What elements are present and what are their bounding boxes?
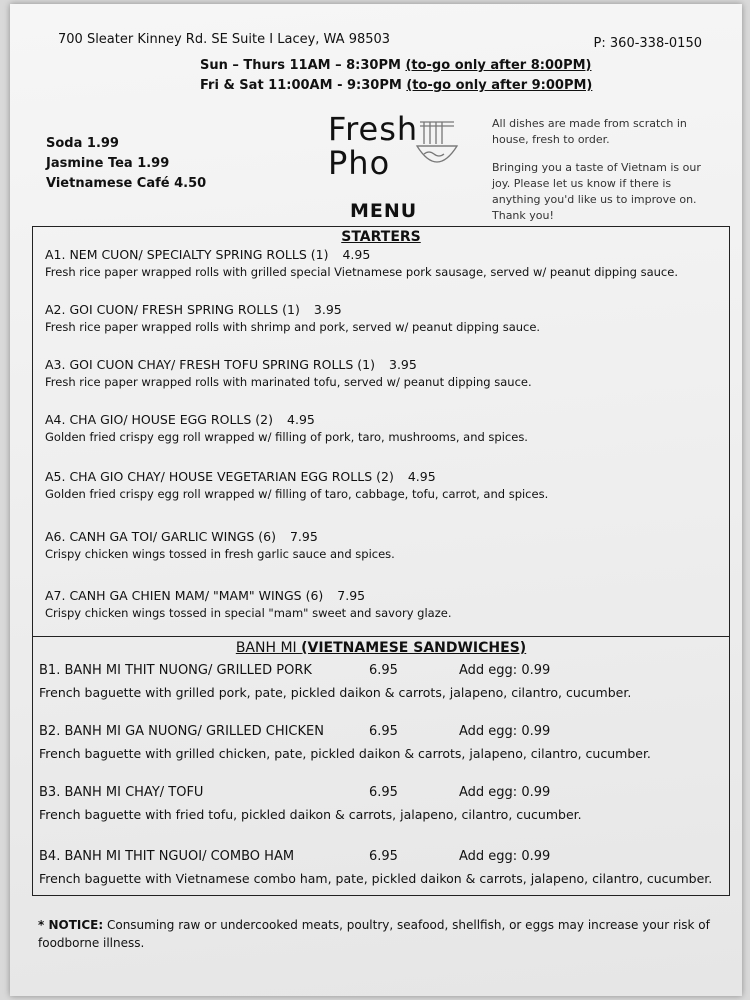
logo-line-1: Fresh (328, 110, 419, 148)
banh-mi-heading-a: BANH MI (235, 640, 302, 656)
hours-weekend (200, 78, 592, 93)
item-price: 6.95 (369, 849, 398, 864)
item-description: Fresh rice paper wrapped rolls with grilled special Vietnamese pork sausage, served w/ peanut dipping sauce. (45, 265, 678, 279)
drink-item: Soda 1.99 (46, 136, 119, 151)
notice-label: * NOTICE: (38, 918, 104, 932)
menu-title: MENU (350, 200, 418, 222)
item-price: 6.95 (369, 663, 398, 678)
item-extra: Add egg: 0.99 (459, 849, 551, 864)
item-description: Golden fried crispy egg roll wrapped w/ filling of taro, cabbage, tofu, carrot, and spices. (45, 487, 549, 501)
drink-item: Jasmine Tea 1.99 (46, 156, 170, 171)
restaurant-address: 700 Sleater Kinney Rd. SE Suite I Lacey, WA 98503 (58, 32, 391, 47)
item-extra: Add egg: 0.99 (459, 724, 551, 739)
hours-weekday-note: (to-go only after 8:00PM) (405, 58, 592, 73)
item-name: A2. GOI CUON/ FRESH SPRING ROLLS (1) (45, 302, 300, 317)
item-description: French baguette with grilled pork, pate, pickled daikon & carrots, jalapeno, cilantro, cucumber. (39, 685, 632, 700)
banh-mi-heading-b: (VIETNAMESE SANDWICHES) (301, 640, 527, 656)
item-price: 7.95 (337, 588, 366, 603)
intro-paragraph: All dishes are made from scratch in house, fresh to order. (492, 117, 687, 146)
item-price: 4.95 (407, 469, 436, 484)
item-name: A3. GOI CUON CHAY/ FRESH TOFU SPRING ROLLS (1) (45, 357, 375, 372)
menu-box (32, 226, 730, 896)
item-price: 3.95 (313, 302, 342, 317)
item-description: Fresh rice paper wrapped rolls with marinated tofu, served w/ peanut dipping sauce. (45, 375, 532, 389)
logo-line-2: Pho (328, 144, 391, 182)
drinks-list (46, 134, 206, 194)
drink-item: Vietnamese Café 4.50 (46, 176, 207, 191)
item-description: French baguette with grilled chicken, pate, pickled daikon & carrots, jalapeno, cilantro, cucumber. (39, 746, 651, 761)
item-price: 4.95 (342, 247, 371, 262)
notice-text: Consuming raw or undercooked meats, poultry, seafood, shellfish, or eggs may increase your risk of foodborne illness. (38, 918, 710, 950)
item-name: A4. CHA GIO/ HOUSE EGG ROLLS (2) (45, 412, 274, 427)
menu-item-a4 (45, 412, 725, 444)
restaurant-intro (492, 116, 722, 236)
item-description: Golden fried crispy egg roll wrapped w/ filling of pork, taro, mushrooms, and spices. (45, 430, 528, 444)
menu-item-a6 (45, 529, 725, 561)
restaurant-logo (328, 112, 418, 180)
food-safety-notice (38, 916, 718, 952)
menu-item-a2 (45, 302, 725, 334)
item-name: A1. NEM CUON/ SPECIALTY SPRING ROLLS (1) (45, 247, 329, 262)
item-description: Crispy chicken wings tossed in special "mam" sweet and savory glaze. (45, 606, 452, 620)
menu-page (10, 4, 742, 996)
item-name: A7. CANH GA CHIEN MAM/ "MAM" WINGS (6) (45, 588, 324, 603)
restaurant-phone: P: 360-338-0150 (593, 36, 702, 51)
menu-item-a3 (45, 357, 725, 389)
starters-heading: STARTERS (341, 229, 421, 245)
menu-item-a1 (45, 247, 725, 279)
hours-weekend-note: (to-go only after 9:00PM) (406, 78, 593, 93)
item-description: French baguette with fried tofu, pickled daikon & carrots, jalapeno, cilantro, cucumber. (39, 807, 582, 822)
item-name: B3. BANH MI CHAY/ TOFU (39, 785, 204, 800)
item-description: Crispy chicken wings tossed in fresh garlic sauce and spices. (45, 547, 395, 561)
pho-bowl-icon (414, 118, 460, 174)
menu-item-b1 (39, 663, 727, 700)
item-price: 4.95 (287, 412, 315, 427)
item-name: B2. BANH MI GA NUONG/ GRILLED CHICKEN (39, 724, 324, 739)
item-price: 7.95 (289, 529, 318, 544)
intro-paragraph: Bringing you a taste of Vietnam is our joy. Please let us know if there is anything you'd like us to improve on. Thank you! (492, 161, 701, 222)
menu-item-b2 (39, 724, 727, 761)
menu-item-a7 (45, 588, 725, 620)
menu-item-b4 (39, 849, 727, 886)
menu-item-b3 (39, 785, 727, 822)
banh-mi-heading (33, 640, 729, 656)
item-extra: Add egg: 0.99 (459, 785, 551, 800)
item-name: A6. CANH GA TOI/ GARLIC WINGS (6) (45, 529, 276, 544)
item-description: French baguette with Vietnamese combo ham, pate, pickled daikon & carrots, jalapeno, cilantro, cucumber. (39, 871, 713, 886)
hours-weekday-days: Sun – Thurs 11AM – 8:30PM (200, 58, 401, 73)
section-divider (33, 636, 729, 637)
item-price: 3.95 (389, 357, 417, 372)
item-name: A5. CHA GIO CHAY/ HOUSE VEGETARIAN EGG ROLLS (2) (45, 469, 394, 484)
menu-item-a5 (45, 469, 725, 501)
hours-weekend-days: Fri & Sat 11:00AM - 9:30PM (200, 78, 402, 93)
hours-weekday (200, 58, 591, 73)
item-name: B1. BANH MI THIT NUONG/ GRILLED PORK (39, 663, 312, 678)
item-price: 6.95 (369, 724, 398, 739)
item-price: 6.95 (369, 785, 398, 800)
item-extra: Add egg: 0.99 (459, 663, 551, 678)
item-name: B4. BANH MI THIT NGUOI/ COMBO HAM (39, 849, 295, 864)
item-description: Fresh rice paper wrapped rolls with shrimp and pork, served w/ peanut dipping sauce. (45, 320, 541, 334)
